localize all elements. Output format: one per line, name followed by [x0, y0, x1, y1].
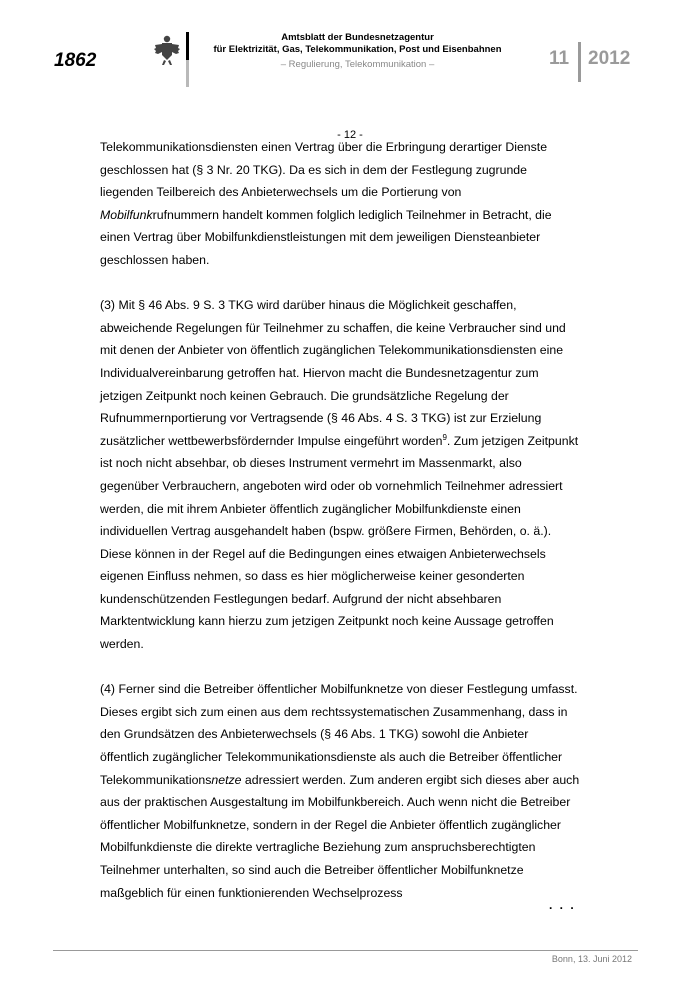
paragraph-2: (3) Mit § 46 Abs. 9 S. 3 TKG wird darüber hinaus die Möglichkeit geschaffen, abweichende Regelungen für Teilnehmer zu schaffen, die keine Verbraucher sind und mit denen der Anbieter von öffentlich zugänglichen Telekommunikationsdiensten eine Individualvereinbarung getroffen hat. Hiervon macht die Bundesnetzagentur zum jetzigen Zeitpunkt noch keinen Gebrauch. Die grundsätzliche Regelung der Rufnummernportierung vor Vertragsende (§ 46 Abs. 4 S. 3 TKG) ist zur Erzielung zusätzlicher wettbewerbsfördernder Impulse eingeführt worden$^9$. Zum jetzigen Zeitpunkt ist noch nicht absehbar, ob dieses Instrument vermehrt im Massenmarkt, also gegenüber Verbrauchern, angeboten wird oder ob vornehmlich Teilnehmer adressiert werden, die mit ihrem Anbieter öffentlich zugänglicher Mobilfunkdienste einen individuellen Vertrag ausgehandelt haben (bspw. größere Firmen, Behörden, o. ä.). Diese können in der Regel auf die Bedingungen eines etwaigen Anbieterwechsels eigenen Einfluss nehmen, so dass es hier möglicherweise keiner gesonderten kundenschützenden Festlegungen bedarf. Aufgrund der nicht absehbaren Marktentwicklung kann hierzu zum jetzigen Zeitpunkt noch keine Aussage getroffen werden. — [100, 298, 579, 652]
continuation-marker: . . . — [549, 898, 576, 912]
federal-eagle-icon — [153, 34, 181, 66]
inner-page-number: - 12 - — [337, 129, 363, 141]
footer-place-date: Bonn, 13. Juni 2012 — [551, 954, 632, 964]
document-body — [100, 136, 580, 904]
issue-year: 2012 — [588, 48, 631, 69]
publication-title — [200, 32, 515, 56]
issue-divider — [578, 42, 581, 82]
paragraph-1: Telekommunikationsdiensten einen Vertrag über die Erbringung derartiger Dienste geschlossen hat (§ 3 Nr. 20 TKG). Da es sich in dem der Festlegung zugrunde liegenden Teilbereich des Anbieterwechsels um die Portierung von Mobilfunkrufnummern handelt kommen folglich lediglich Teilnehmer in Betracht, die einen Vertrag über Mobilfunkdienstleistungen mit dem jeweiligen Diensteanbieter geschlossen haben. — [100, 140, 552, 267]
issue-number: 11 — [549, 48, 570, 69]
paragraph-3: (4) Ferner sind die Betreiber öffentlicher Mobilfunknetze von dieser Festlegung umfasst. Dieses ergibt sich zum einen aus dem rechtssystematischen Zusammenhang, dass in den Grundsätzen des Anbieterwechsels (§ 46 Abs. 1 TKG) sowohl die Anbieter öffentlich zugänglicher Telekommunikationsdienste als auch die Betreiber öffentlicher Telekommunikationsnetze adressiert werden. Zum anderen ergibt sich dieses aber auch aus der praktischen Ausgestaltung im Mobilfunkbereich. Auch wenn nicht die Betreiber öffentlicher Mobilfunknetze, sondern in der Regel die Anbieter öffentlich zugänglicher Mobilfunkdienste die direkte vertragliche Beziehung zum anspruchsberechtigten Teilnehmer unterhalten, so sind auch die Betreiber öffentlicher Mobilfunknetze maßgeblich für einen funktionierenden Wechselprozess — [100, 682, 580, 900]
publication-title-line1: Amtsblatt der Bundesnetzagentur — [281, 32, 434, 43]
footer-divider — [53, 950, 638, 951]
header-divider-left-lower — [186, 60, 189, 87]
gazette-page-number: 1862 — [54, 50, 97, 71]
publication-subtitle: – Regulierung, Telekommunikation – — [280, 59, 435, 70]
publication-title-line2: für Elektrizität, Gas, Telekommunikation, Post und Eisenbahnen — [213, 44, 502, 55]
footnote-ref[interactable]: 9 — [442, 432, 447, 442]
